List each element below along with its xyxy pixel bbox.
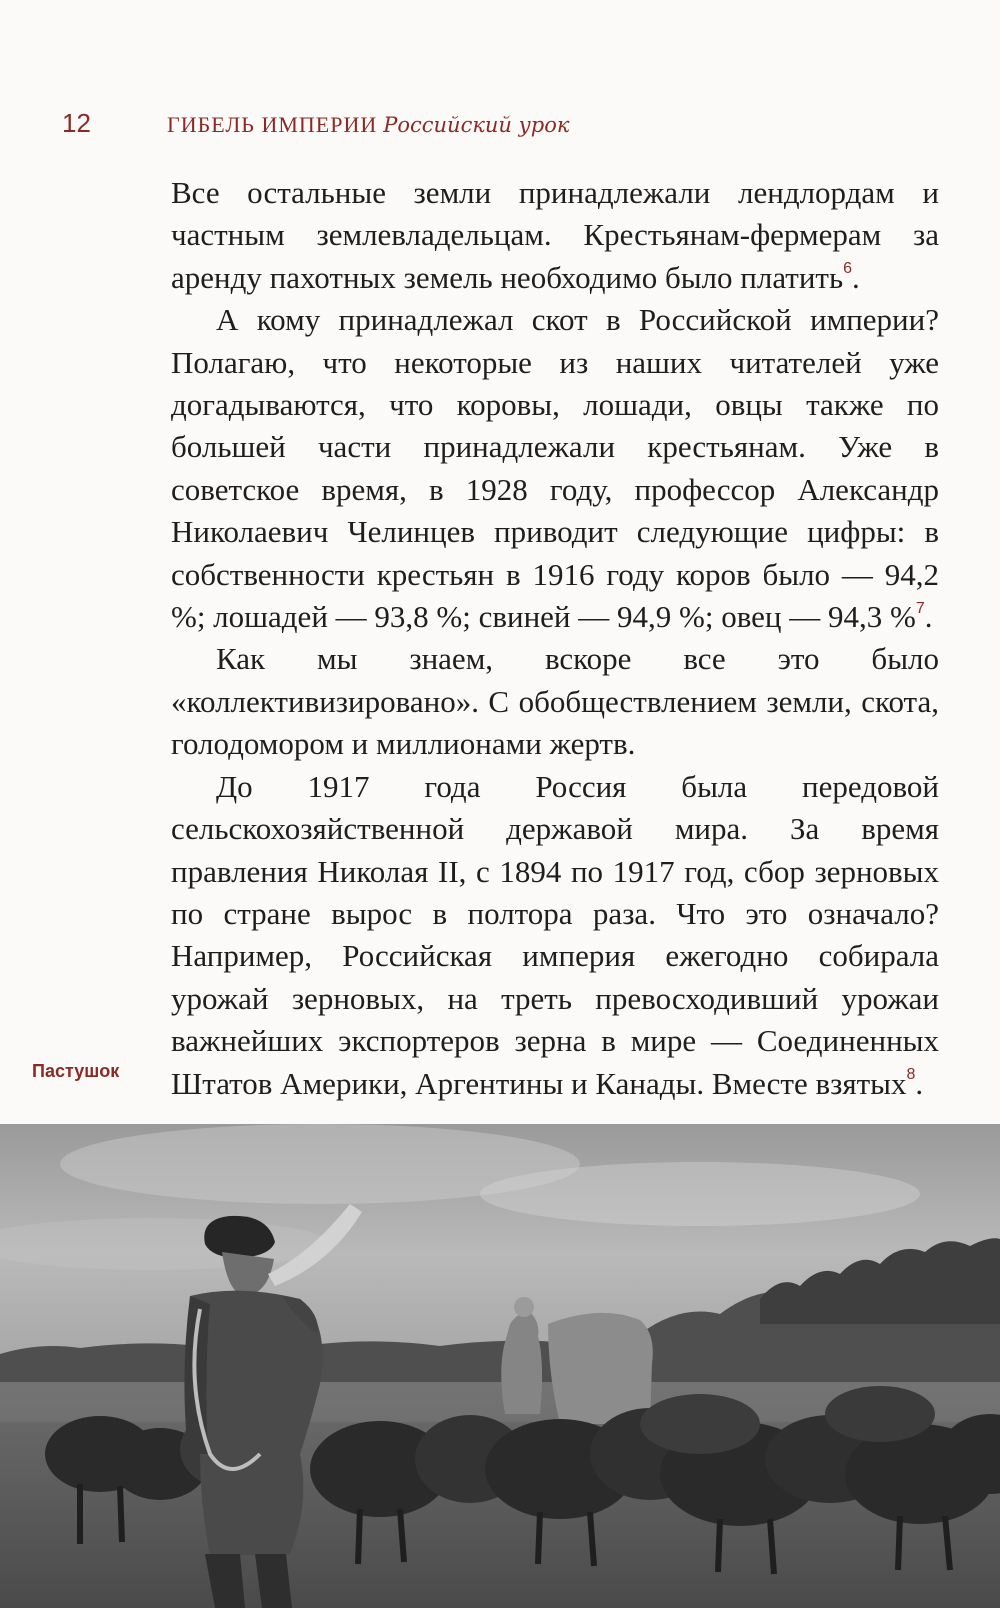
footnote-ref-7[interactable]: 7 bbox=[915, 599, 925, 617]
paragraph-1 bbox=[171, 172, 939, 299]
shepherd-photo bbox=[0, 1124, 1000, 1608]
paragraph-2-text: А кому принадлежал скот в Российской империи? Полагаю, что некоторые из наших читателей уже догадываются, что коровы, лошади, овцы также по большей части принадлежали крестьянам. Уже в советское время, в 1928 году, профессор Александр Николаевич Челинцев приводит следующие цифры: в собственности крестьян в 1916 году коров было — 94,2 %; лошадей — 93,8 %; свиней — 94,9 %; овец — 94,3 % bbox=[171, 302, 939, 635]
paragraph-1-tail: . bbox=[852, 259, 860, 295]
paragraph-2-tail: . bbox=[924, 599, 933, 635]
paragraph-4-text: До 1917 года Россия была передовой сельскохозяйственной державой мира. За время правления Николая II, с 1894 по 1917 год, сбор зерновых по стране вырос в полтора раза. Что это означало? Например, Российская империя ежегодно собирала урожай зерновых, на треть превосходивший урожаи важнейших экспортеров зерна в мире — Соединенных Штатов Америки, Аргентины и Канады. Вместе взятых bbox=[171, 768, 939, 1101]
paragraph-2 bbox=[171, 299, 939, 638]
paragraph-4-tail: . bbox=[915, 1065, 924, 1101]
book-title-text: ГИБЕЛЬ ИМПЕРИИ bbox=[167, 112, 378, 137]
photo-caption: Пастушок bbox=[32, 1061, 120, 1081]
book-title bbox=[167, 112, 569, 138]
footnote-ref-8[interactable]: 8 bbox=[906, 1066, 916, 1084]
footnote-ref-6[interactable]: 6 bbox=[843, 260, 853, 278]
page-number: 12 bbox=[62, 108, 91, 138]
running-head bbox=[0, 108, 1000, 148]
body-text bbox=[171, 172, 939, 1105]
paragraph-1-text: Все остальные земли принадлежали лендлордам и частным землевладельцам. Крестьянам-фермерам за аренду пахотных земель необходимо было платить bbox=[171, 175, 939, 295]
paragraph-4 bbox=[171, 766, 939, 1105]
book-subtitle: Российский урок bbox=[383, 113, 570, 137]
paragraph-3: Как мы знаем, вскоре все это было «коллективизировано». С обобществлением земли, скота, голодомором и миллионами жертв. bbox=[171, 641, 939, 762]
